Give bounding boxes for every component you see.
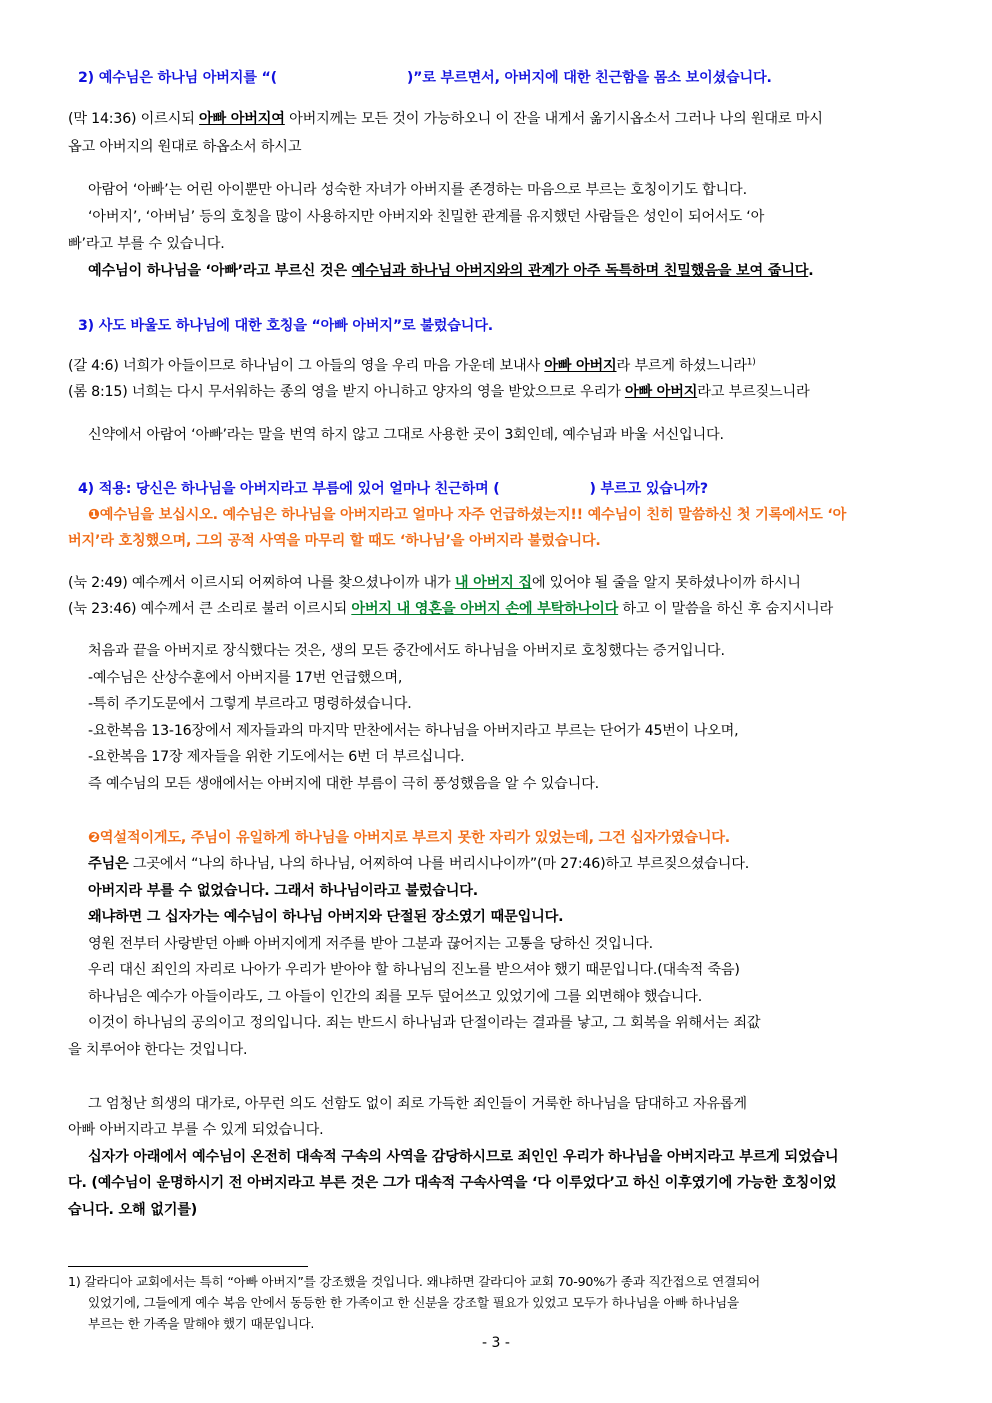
verse-text: (눅 23:46) 예수께서 큰 소리로 불러 이르시되 bbox=[68, 601, 352, 617]
verse-gal-4-6 bbox=[68, 356, 756, 376]
body-text: 그곳에서 “나의 하나님, 나의 하나님, 어찌하여 나를 버리시나이까”(마 27:46)하고 부르짖으셨습니다. bbox=[128, 856, 750, 872]
conclusion-bold: 십자가 아래에서 예수님이 온전히 대속적 구속의 사역을 감당하시므로 죄인인 우리가 하나님을 아버지라고 부르게 되었습니 bbox=[88, 1149, 839, 1165]
footnote-ref[interactable]: 1) bbox=[746, 357, 756, 368]
verse-mark-14-36 bbox=[68, 109, 823, 129]
paragraph: 신약에서 아람어 ‘아빠’라는 말을 번역 하지 않고 그대로 사용한 곳이 3회인데, 예수님과 바울 서신입니다. bbox=[88, 427, 724, 443]
cross-line: 왜냐하면 그 십자가는 예수님이 하나님 아버지와 단절된 장소였기 때문입니다. bbox=[88, 909, 564, 925]
verse-text: (막 14:36) 이르시되 bbox=[68, 111, 200, 127]
verse-text: (눅 2:49) 예수께서 이르시되 어찌하여 나를 찾으셨나이까 내가 bbox=[68, 575, 455, 591]
emphasis-paragraph bbox=[88, 261, 813, 281]
verse-emphasis: 아버지 내 영혼을 아버지 손에 부탁하나이다 bbox=[351, 601, 619, 617]
point-1: ❶예수님을 보십시오. 예수님은 하나님을 아버지라고 얼마나 자주 언급하셨는지!! 예수님이 친히 말씀하신 첫 기록에서도 ‘아 bbox=[88, 507, 847, 523]
emphasis-text: . bbox=[808, 263, 814, 279]
point-1-continued: 버지’라 호칭했으며, 그의 공적 사역을 마무리 할 때도 ‘하나님’을 아버지라 불렀습니다. bbox=[68, 533, 601, 549]
verse-emphasis: 아빠 아버지 bbox=[544, 358, 617, 374]
heading-text: 2) 예수님은 하나님 아버지를 “( bbox=[78, 70, 277, 86]
paragraph: 빠’라고 부를 수 있습니다. bbox=[68, 236, 225, 252]
cross-line: 영원 전부터 사랑받던 아빠 아버지에게 저주를 받아 그분과 끊어지는 고통을 당하신 것입니다. bbox=[88, 936, 653, 952]
conclusion-bold: 다. (예수님이 운명하시기 전 아버지라고 부른 것은 그가 대속적 구속사역을 ‘다 이루었다’고 하신 이후였기에 가능한 호칭이었 bbox=[68, 1175, 837, 1191]
section-4-heading bbox=[78, 479, 708, 499]
verse-luke-2-49 bbox=[68, 573, 801, 593]
verse-text: 아버지께는 모든 것이 가능하오니 이 잔을 내게서 옮기시옵소서 그러나 나의 원대로 마시 bbox=[284, 111, 823, 127]
verse-text: (갈 4:6) 너희가 아들이므로 하나님이 그 아들의 영을 우리 마음 가운데 보내사 bbox=[68, 358, 545, 374]
list-item: -요한복음 17장 제자들을 위한 기도에서는 6번 더 부르십니다. bbox=[88, 749, 465, 765]
verse-line: 옵고 아버지의 원대로 하옵소서 하시고 bbox=[68, 139, 302, 155]
footnote-line: 1) 갈라디아 교회에서는 특히 “아빠 아버지”를 강조했을 것입니다. 왜냐하면 갈라디아 교회 70-90%가 종과 직간접으로 연결되어 bbox=[68, 1274, 760, 1289]
page-number: - 3 - bbox=[482, 1335, 510, 1351]
section-2-heading bbox=[78, 68, 772, 88]
verse-emphasis: 아빠 아버지 bbox=[624, 384, 698, 400]
footnote-divider bbox=[68, 1266, 308, 1267]
cross-line bbox=[88, 854, 749, 874]
list-item: -특히 주기도문에서 그렇게 부르라고 명령하셨습니다. bbox=[88, 696, 412, 712]
heading-text: )”로 부르면서, 아버지에 대한 친근함을 몸소 보이셨습니다. bbox=[406, 70, 772, 86]
footnote-line: 있었기에, 그들에게 예수 복음 안에서 동등한 한 가족이고 한 신분을 강조할 필요가 있었고 모두가 하나님을 아빠 하나님을 bbox=[88, 1295, 739, 1310]
verse-emphasis: 내 아버지 집 bbox=[454, 575, 532, 591]
verse-luke-23-46 bbox=[68, 599, 833, 619]
verse-text: (롬 8:15) 너희는 다시 무서워하는 종의 영을 받지 아니하고 양자의 영을 받았으므로 우리가 bbox=[68, 384, 625, 400]
verse-text: 라고 부르짖느니라 bbox=[697, 384, 810, 400]
verse-text: 하고 이 말씀을 하신 후 숨지시니라 bbox=[618, 601, 834, 617]
verse-text: 에 있어야 될 줄을 알지 못하셨나이까 하시니 bbox=[531, 575, 801, 591]
footnote-line: 부르는 한 가족을 말해야 했기 때문입니다. bbox=[88, 1316, 315, 1331]
verse-emphasis: 아빠 아버지여 bbox=[199, 111, 285, 127]
list-item: 즉 예수님의 모든 생애에서는 아버지에 대한 부름이 극히 풍성했음을 알 수 있습니다. bbox=[88, 776, 599, 792]
conclusion-line: 아빠 아버지라고 부를 수 있게 되었습니다. bbox=[68, 1122, 324, 1138]
cross-line: 아버지라 부를 수 없었습니다. 그래서 하나님이라고 불렀습니다. bbox=[88, 883, 478, 899]
point-2: ❷역설적이게도, 주님이 유일하게 하나님을 아버지로 부르지 못한 자리가 있었는데, 그건 십자가였습니다. bbox=[88, 830, 730, 846]
heading-text: 4) 적용: 당신은 하나님을 아버지라고 부름에 있어 얼마나 친근하며 ( bbox=[78, 481, 500, 497]
bold-text: 주님은 bbox=[88, 856, 129, 872]
conclusion-line: 그 엄청난 희생의 대가로, 아무런 의도 선함도 없이 죄로 가득한 죄인들이 거룩한 하나님을 담대하고 자유롭게 bbox=[88, 1096, 747, 1112]
list-item: 처음과 끝을 아버지로 장식했다는 것은, 생의 모든 중간에서도 하나님을 아버지로 호칭했다는 증거입니다. bbox=[88, 643, 725, 659]
verse-text: 라 부르게 하셨느니라 bbox=[616, 358, 747, 374]
cross-line: 하나님은 예수가 아들이라도, 그 아들이 인간의 죄를 모두 덮어쓰고 있었기에 그를 외면해야 했습니다. bbox=[88, 989, 703, 1005]
list-item: -요한복음 13-16장에서 제자들과의 마지막 만찬에서는 하나님을 아버지라고 부르는 단어가 45번이 나오며, bbox=[88, 723, 739, 739]
cross-line: 이것이 하나님의 공의이고 정의입니다. 죄는 반드시 하나님과 단절이라는 결과를 낳고, 그 회복을 위해서는 죄값 bbox=[88, 1015, 761, 1031]
underlined-text: 예수님과 하나님 아버지와의 관계가 아주 독특하며 친밀했음을 보여 줍니다 bbox=[351, 263, 809, 279]
paragraph: ‘아버지’, ‘아버님’ 등의 호칭을 많이 사용하지만 아버지와 친밀한 관계를 유지했던 사람들은 성인이 되어서도 ‘아 bbox=[88, 209, 765, 225]
paragraph: 아람어 ‘아빠’는 어린 아이뿐만 아니라 성숙한 자녀가 아버지를 존경하는 마음으로 부르는 호칭이기도 합니다. bbox=[88, 182, 747, 198]
verse-rom-8-15 bbox=[68, 382, 810, 402]
section-3-heading: 3) 사도 바울도 하나님에 대한 호칭을 “아빠 아버지”로 불렀습니다. bbox=[78, 318, 493, 334]
list-item: -예수님은 산상수훈에서 아버지를 17번 언급했으며, bbox=[88, 670, 403, 686]
cross-line: 우리 대신 죄인의 자리로 나아가 우리가 받아야 할 하나님의 진노를 받으셔야 했기 때문입니다.(대속적 죽음) bbox=[88, 962, 740, 978]
cross-line: 을 치루어야 한다는 것입니다. bbox=[68, 1042, 248, 1058]
heading-text: ) 부르고 있습니까? bbox=[589, 481, 708, 497]
conclusion-bold: 습니다. 오해 없기를) bbox=[68, 1202, 197, 1218]
emphasis-text: 예수님이 하나님을 ‘아빠’라고 부르신 것은 bbox=[88, 263, 352, 279]
